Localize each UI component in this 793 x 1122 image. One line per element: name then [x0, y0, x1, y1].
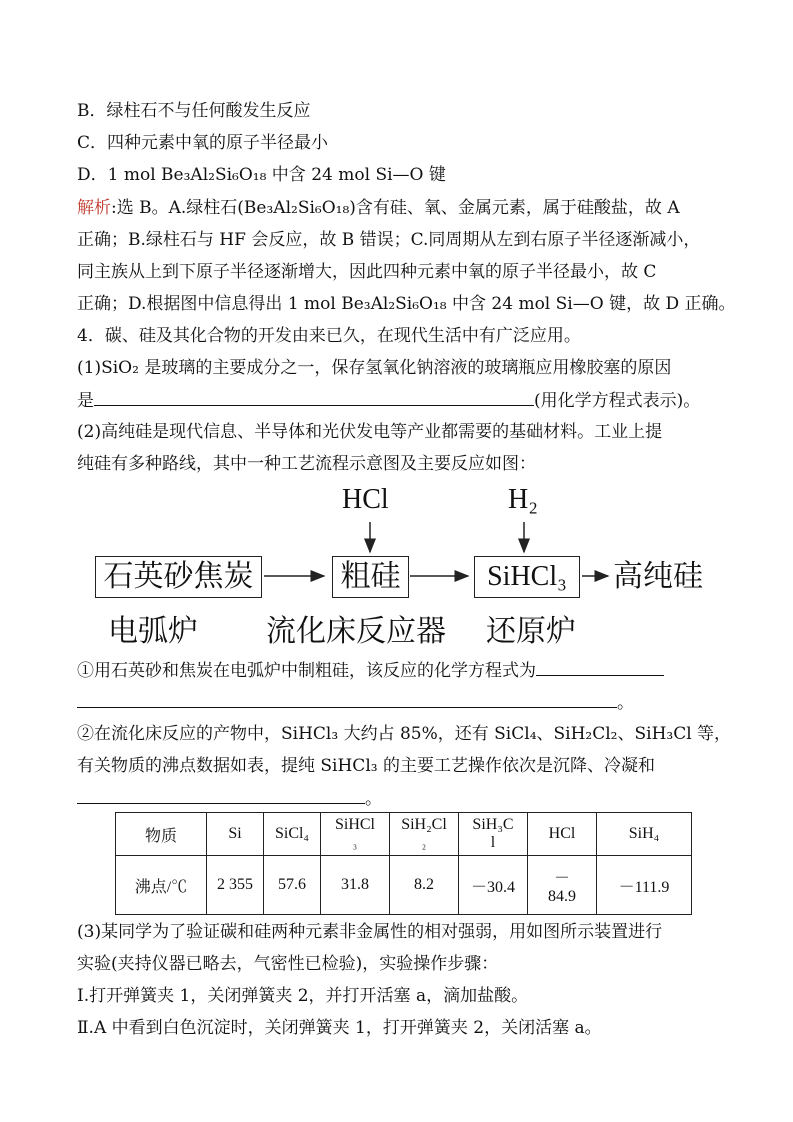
q4-part1-line2: 是 (用化学方程式表示)。 — [77, 391, 701, 411]
q4-step-2: Ⅱ.A 中看到白色沉淀时，关闭弹簧夹 1，打开弹簧夹 2，关闭活塞 a。 — [77, 1018, 602, 1038]
table-cell: SiH₄ — [597, 813, 692, 856]
table-cell: 57.6 — [264, 856, 321, 915]
reagent-h2: H₂ — [508, 484, 538, 515]
q4-sub1: ①用石英砂和焦炭在电弧炉中制粗硅，该反应的化学方程式为 — [77, 659, 727, 682]
q4-part3-line2: 实验(夹持仪器已略去，气密性已检验)，实验操作步骤： — [77, 954, 499, 974]
q4-sub1-cont: 。 — [77, 691, 727, 714]
question-4-stem: 4．碳、硅及其化合物的开发由来已久，在现代生活中有广泛应用。 — [77, 326, 581, 346]
label-electric-arc-furnace: 电弧炉 — [108, 614, 198, 649]
box-sihcl3: SiHCl₃ — [474, 556, 580, 598]
table-cell: SiCl₄ — [264, 813, 321, 856]
table-cell: SiH₃C l — [459, 813, 528, 856]
label-reduction-furnace: 还原炉 — [486, 614, 576, 649]
q4-part3-line1: (3)某同学为了验证碳和硅两种元素非金属性的相对强弱，用如图所示装置进行 — [77, 922, 663, 942]
table-cell: － 84.9 — [528, 856, 597, 915]
table-cell: －30.4 — [459, 856, 528, 915]
q4-sub2-line2: 有关物质的沸点数据如表，提纯 SiHCl₃ 的主要工艺操作依次是沉降、冷凝和 — [77, 756, 655, 776]
analysis-line-3: 同主族从上到下原子半径逐渐增大，因此四种元素中氧的原子半径最小，故 C — [77, 262, 657, 282]
process-flow-diagram — [0, 480, 793, 660]
q4-sub2-line1: ②在流化床反应的产物中，SiHCl₃ 大约占 85%，还有 SiCl₄、SiH₂Cl₂、SiH₃Cl 等， — [77, 724, 732, 744]
product-high-purity-silicon: 高纯硅 — [613, 559, 703, 594]
table-cell: SiH₂Cl ₂ — [390, 813, 459, 856]
analysis-line-2: 正确；B.绿柱石与 HF 会反应，故 B 错误；C.同周期从左到右原子半径逐渐减小， — [77, 230, 701, 250]
answer-blank-1[interactable] — [94, 389, 534, 406]
table-cell: 8.2 — [390, 856, 459, 915]
answer-blank-3[interactable] — [77, 787, 365, 804]
q4-part2-line1: (2)高纯硅是现代信息、半导体和光伏发电等产业都需要的基础材料。工业上提 — [77, 422, 663, 442]
table-row — [116, 813, 692, 856]
table-row — [116, 856, 692, 915]
option-d: D．1 mol Be₃Al₂Si₆O₁₈ 中含 24 mol Si—O 键 — [77, 165, 446, 185]
q4-part1-line1: (1)SiO₂ 是玻璃的主要成分之一，保存氢氧化钠溶液的玻璃瓶应用橡胶塞的原因 — [77, 358, 672, 378]
boiling-point-table — [115, 812, 692, 915]
label-fluidized-bed-reactor: 流化床反应器 — [266, 614, 446, 649]
table-cell: 沸点/℃ — [116, 856, 207, 915]
analysis-label: 解析 — [77, 198, 111, 218]
table-cell: 2 355 — [207, 856, 264, 915]
q4-sub2-line3: 。 — [77, 787, 727, 810]
analysis-line-4: 正确；D.根据图中信息得出 1 mol Be₃Al₂Si₆O₁₈ 中含 24 mol Si—O 键，故 D 正确。 — [77, 294, 736, 314]
option-c: C．四种元素中氧的原子半径最小 — [77, 133, 329, 153]
q4-part2-line2: 纯硅有多种路线，其中一种工艺流程示意图及主要反应如图： — [77, 454, 536, 474]
answer-blank-2b[interactable] — [77, 691, 617, 708]
reagent-hcl: HCl — [342, 484, 389, 515]
table-cell: 31.8 — [321, 856, 390, 915]
table-cell: Si — [207, 813, 264, 856]
q4-step-1: Ⅰ.打开弹簧夹 1，关闭弹簧夹 2，并打开活塞 a，滴加盐酸。 — [77, 986, 529, 1006]
table-cell: －111.9 — [597, 856, 692, 915]
answer-blank-2[interactable] — [536, 659, 664, 676]
analysis-line-1: 解析:选 B。A.绿柱石(Be₃Al₂Si₆O₁₈)含有硅、氧、金属元素，属于硅酸盐，故 A — [77, 198, 680, 218]
table-cell: SiHCl ₃ — [321, 813, 390, 856]
table-cell: HCl — [528, 813, 597, 856]
box-crude-silicon: 粗硅 — [332, 556, 409, 598]
option-b: B．绿柱石不与任何酸发生反应 — [77, 101, 311, 121]
table-cell: 物质 — [116, 813, 207, 856]
box-quartz-coke: 石英砂焦炭 — [95, 556, 262, 598]
